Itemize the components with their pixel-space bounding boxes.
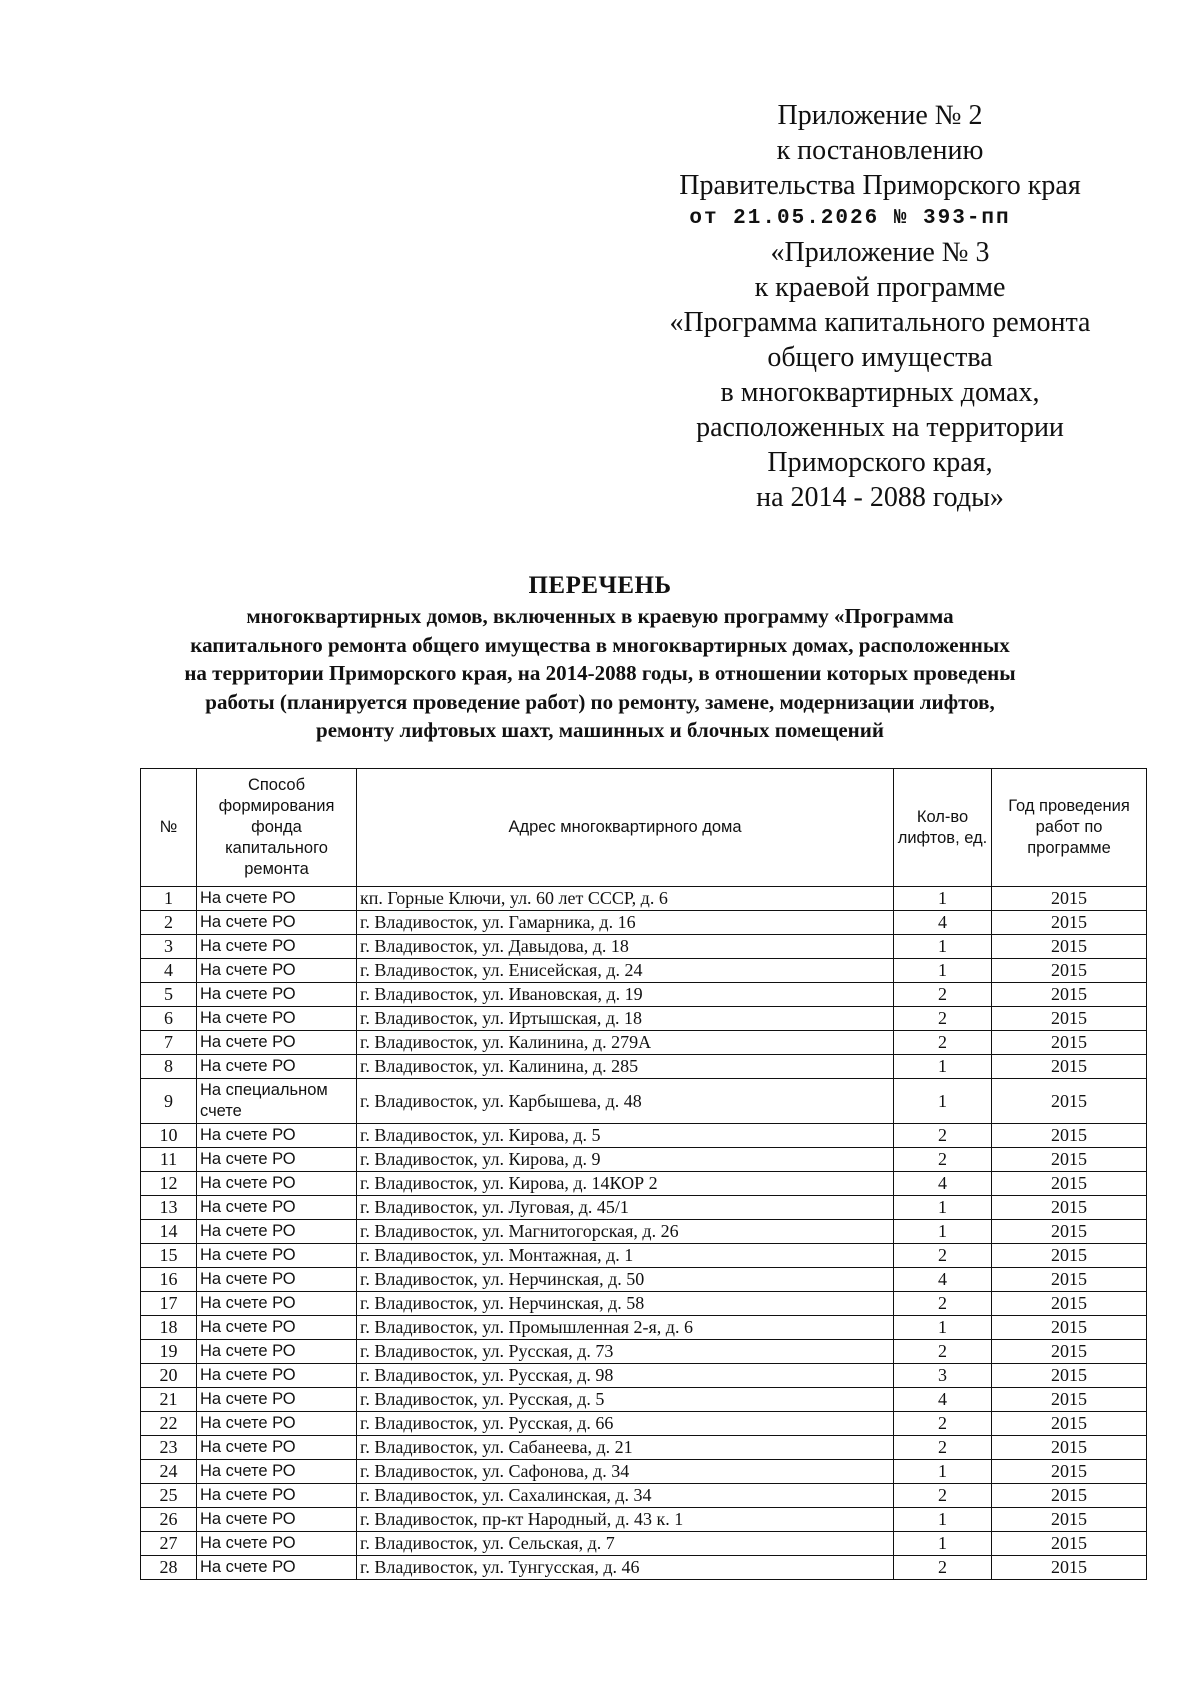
cell-num: 21 (141, 1388, 197, 1412)
table-row (141, 1268, 1147, 1292)
list-title: ПЕРЕЧЕНЬ (528, 572, 672, 599)
cell-method: На счете РО (197, 1292, 357, 1316)
list-subtitle-line: ремонту лифтовых шахт, машинных и блочных помещений (316, 718, 884, 742)
cell-num: 4 (141, 959, 197, 983)
appendix-line: в многоквартирных домах, (720, 377, 1040, 408)
cell-year: 2015 (992, 935, 1147, 959)
cell-lifts: 1 (894, 1055, 992, 1079)
cell-lifts: 2 (894, 1436, 992, 1460)
appendix-line: к краевой программе (754, 272, 1006, 303)
cell-year: 2015 (992, 1532, 1147, 1556)
cell-method: На счете РО (197, 1508, 357, 1532)
cell-num: 8 (141, 1055, 197, 1079)
cell-year: 2015 (992, 1340, 1147, 1364)
cell-lifts: 2 (894, 1556, 992, 1580)
cell-method: На счете РО (197, 1316, 357, 1340)
cell-year: 2015 (992, 1148, 1147, 1172)
cell-year: 2015 (992, 959, 1147, 983)
cell-address: г. Владивосток, ул. Иртышская, д. 18 (357, 1007, 894, 1031)
cell-year: 2015 (992, 1484, 1147, 1508)
cell-year: 2015 (992, 1412, 1147, 1436)
cell-address: г. Владивосток, ул. Карбышева, д. 48 (357, 1079, 894, 1124)
cell-year: 2015 (992, 983, 1147, 1007)
table-row (141, 1220, 1147, 1244)
list-subtitle-line: на территории Приморского края, на 2014-2088 годы, в отношении которых проведены (184, 661, 1016, 685)
cell-lifts: 4 (894, 1268, 992, 1292)
list-subtitle-line: работы (планируется проведение работ) по ремонту, замене, модернизации лифтов, (205, 689, 995, 714)
cell-lifts: 2 (894, 1148, 992, 1172)
cell-address: г. Владивосток, ул. Калинина, д. 279А (357, 1031, 894, 1055)
cell-year: 2015 (992, 887, 1147, 911)
cell-num: 12 (141, 1172, 197, 1196)
table-row (141, 1031, 1147, 1055)
cell-year: 2015 (992, 1124, 1147, 1148)
cell-method: На счете РО (197, 1007, 357, 1031)
table-row (141, 1436, 1147, 1460)
appendix-line: расположенных на территории (696, 412, 1064, 443)
cell-method: На счете РО (197, 1196, 357, 1220)
header-method: Способ формирования фонда капитального ремонта (197, 769, 357, 887)
cell-num: 24 (141, 1460, 197, 1484)
cell-method: На счете РО (197, 1055, 357, 1079)
table-row (141, 1340, 1147, 1364)
table-body (141, 887, 1147, 1580)
cell-year: 2015 (992, 1220, 1147, 1244)
cell-num: 28 (141, 1556, 197, 1580)
cell-year: 2015 (992, 911, 1147, 935)
table-row (141, 1460, 1147, 1484)
cell-num: 16 (141, 1268, 197, 1292)
cell-method: На счете РО (197, 1484, 357, 1508)
cell-method: На специальном счете (197, 1079, 357, 1124)
cell-lifts: 3 (894, 1364, 992, 1388)
cell-address: кп. Горные Ключи, ул. 60 лет СССР, д. 6 (357, 887, 894, 911)
cell-method: На счете РО (197, 887, 357, 911)
cell-year: 2015 (992, 1055, 1147, 1079)
cell-year: 2015 (992, 1292, 1147, 1316)
table-row (141, 1412, 1147, 1436)
cell-address: г. Владивосток, ул. Кирова, д. 9 (357, 1148, 894, 1172)
cell-num: 5 (141, 983, 197, 1007)
cell-lifts: 1 (894, 1196, 992, 1220)
table-row (141, 1148, 1147, 1172)
cell-method: На счете РО (197, 935, 357, 959)
table-row (141, 1532, 1147, 1556)
table-header-row (141, 769, 1147, 887)
table-row (141, 1388, 1147, 1412)
list-title-block (100, 570, 1100, 745)
cell-address: г. Владивосток, ул. Магнитогорская, д. 26 (357, 1220, 894, 1244)
cell-year: 2015 (992, 1007, 1147, 1031)
appendix-line: Правительства Приморского края (679, 170, 1081, 201)
cell-num: 23 (141, 1436, 197, 1460)
cell-year: 2015 (992, 1436, 1147, 1460)
cell-address: г. Владивосток, ул. Сахалинская, д. 34 (357, 1484, 894, 1508)
header-lifts: Кол-во лифтов, ед. (894, 769, 992, 887)
cell-lifts: 1 (894, 1460, 992, 1484)
cell-method: На счете РО (197, 1124, 357, 1148)
resolution-date-number: от 21.05.2026 № 393-пп (689, 207, 1011, 230)
cell-address: г. Владивосток, ул. Гамарника, д. 16 (357, 911, 894, 935)
table-row (141, 1079, 1147, 1124)
cell-address: г. Владивосток, ул. Калинина, д. 285 (357, 1055, 894, 1079)
cell-address: г. Владивосток, ул. Давыдова, д. 18 (357, 935, 894, 959)
cell-method: На счете РО (197, 1244, 357, 1268)
cell-num: 20 (141, 1364, 197, 1388)
table-row (141, 1196, 1147, 1220)
cell-num: 1 (141, 887, 197, 911)
table-row (141, 1124, 1147, 1148)
cell-num: 18 (141, 1316, 197, 1340)
cell-lifts: 1 (894, 959, 992, 983)
cell-method: На счете РО (197, 1364, 357, 1388)
table-row (141, 1508, 1147, 1532)
cell-num: 26 (141, 1508, 197, 1532)
cell-num: 27 (141, 1532, 197, 1556)
cell-method: На счете РО (197, 1031, 357, 1055)
cell-method: На счете РО (197, 983, 357, 1007)
cell-num: 3 (141, 935, 197, 959)
cell-address: г. Владивосток, ул. Енисейская, д. 24 (357, 959, 894, 983)
table-row (141, 1244, 1147, 1268)
cell-year: 2015 (992, 1196, 1147, 1220)
cell-address: г. Владивосток, ул. Промышленная 2-я, д. 6 (357, 1316, 894, 1340)
cell-year: 2015 (992, 1556, 1147, 1580)
cell-method: На счете РО (197, 1412, 357, 1436)
cell-lifts: 1 (894, 935, 992, 959)
cell-method: На счете РО (197, 1172, 357, 1196)
cell-method: На счете РО (197, 1556, 357, 1580)
cell-address: г. Владивосток, ул. Кирова, д. 5 (357, 1124, 894, 1148)
list-subtitle-line: капитального ремонта общего имущества в многоквартирных домах, расположенных (190, 632, 1010, 657)
appendix-line: на 2014 - 2088 годы» (756, 482, 1004, 513)
cell-lifts: 2 (894, 1031, 992, 1055)
cell-num: 17 (141, 1292, 197, 1316)
cell-year: 2015 (992, 1388, 1147, 1412)
cell-address: г. Владивосток, ул. Луговая, д. 45/1 (357, 1196, 894, 1220)
cell-address: г. Владивосток, ул. Русская, д. 98 (357, 1364, 894, 1388)
cell-num: 15 (141, 1244, 197, 1268)
cell-num: 11 (141, 1148, 197, 1172)
appendix-line: Приморского края, (767, 447, 993, 478)
cell-lifts: 4 (894, 1388, 992, 1412)
table-row (141, 911, 1147, 935)
buildings-table (140, 768, 1147, 1580)
cell-address: г. Владивосток, ул. Сельская, д. 7 (357, 1532, 894, 1556)
table-row (141, 935, 1147, 959)
header-num: № (141, 769, 197, 887)
cell-lifts: 1 (894, 1508, 992, 1532)
cell-num: 6 (141, 1007, 197, 1031)
cell-address: г. Владивосток, ул. Кирова, д. 14КОР 2 (357, 1172, 894, 1196)
cell-method: На счете РО (197, 1268, 357, 1292)
cell-lifts: 2 (894, 1244, 992, 1268)
cell-lifts: 4 (894, 1172, 992, 1196)
cell-address: г. Владивосток, пр-кт Народный, д. 43 к. 1 (357, 1508, 894, 1532)
table-row (141, 1007, 1147, 1031)
cell-method: На счете РО (197, 1532, 357, 1556)
cell-method: На счете РО (197, 1388, 357, 1412)
cell-year: 2015 (992, 1031, 1147, 1055)
cell-lifts: 2 (894, 1124, 992, 1148)
cell-address: г. Владивосток, ул. Русская, д. 5 (357, 1388, 894, 1412)
cell-address: г. Владивосток, ул. Сабанеева, д. 21 (357, 1436, 894, 1460)
cell-num: 13 (141, 1196, 197, 1220)
cell-address: г. Владивосток, ул. Монтажная, д. 1 (357, 1244, 894, 1268)
cell-num: 22 (141, 1412, 197, 1436)
cell-year: 2015 (992, 1460, 1147, 1484)
cell-address: г. Владивосток, ул. Русская, д. 66 (357, 1412, 894, 1436)
cell-lifts: 1 (894, 1532, 992, 1556)
cell-method: На счете РО (197, 1220, 357, 1244)
table-row (141, 1055, 1147, 1079)
cell-year: 2015 (992, 1316, 1147, 1340)
appendix-line: «Приложение № 3 (770, 237, 990, 268)
cell-lifts: 2 (894, 1484, 992, 1508)
table-row (141, 1484, 1147, 1508)
cell-address: г. Владивосток, ул. Тунгусская, д. 46 (357, 1556, 894, 1580)
cell-address: г. Владивосток, ул. Нерчинская, д. 58 (357, 1292, 894, 1316)
cell-method: На счете РО (197, 1436, 357, 1460)
cell-year: 2015 (992, 1079, 1147, 1124)
cell-num: 19 (141, 1340, 197, 1364)
cell-address: г. Владивосток, ул. Сафонова, д. 34 (357, 1460, 894, 1484)
cell-lifts: 2 (894, 1412, 992, 1436)
table-row (141, 959, 1147, 983)
cell-lifts: 1 (894, 1079, 992, 1124)
list-subtitle-line: многоквартирных домов, включенных в краевую программу «Программа (246, 604, 954, 628)
table-row (141, 1556, 1147, 1580)
cell-num: 9 (141, 1079, 197, 1124)
cell-method: На счете РО (197, 911, 357, 935)
cell-lifts: 2 (894, 1007, 992, 1031)
cell-lifts: 2 (894, 1292, 992, 1316)
appendix-line: общего имущества (767, 342, 993, 373)
cell-method: На счете РО (197, 1340, 357, 1364)
table-row (141, 1316, 1147, 1340)
cell-method: На счете РО (197, 1460, 357, 1484)
appendix-header (640, 98, 1120, 515)
table-row (141, 887, 1147, 911)
cell-year: 2015 (992, 1508, 1147, 1532)
cell-method: На счете РО (197, 1148, 357, 1172)
appendix-line: к постановлению (776, 135, 984, 166)
cell-lifts: 1 (894, 1316, 992, 1340)
cell-lifts: 1 (894, 887, 992, 911)
cell-lifts: 2 (894, 983, 992, 1007)
cell-year: 2015 (992, 1244, 1147, 1268)
cell-method: На счете РО (197, 959, 357, 983)
cell-year: 2015 (992, 1364, 1147, 1388)
cell-address: г. Владивосток, ул. Русская, д. 73 (357, 1340, 894, 1364)
cell-num: 25 (141, 1484, 197, 1508)
cell-num: 10 (141, 1124, 197, 1148)
header-year: Год проведения работ по программе (992, 769, 1147, 887)
table-row (141, 983, 1147, 1007)
table-row (141, 1292, 1147, 1316)
cell-year: 2015 (992, 1268, 1147, 1292)
cell-num: 2 (141, 911, 197, 935)
cell-lifts: 1 (894, 1220, 992, 1244)
cell-address: г. Владивосток, ул. Нерчинская, д. 50 (357, 1268, 894, 1292)
cell-lifts: 4 (894, 911, 992, 935)
appendix-line: «Программа капитального ремонта (669, 307, 1091, 338)
cell-address: г. Владивосток, ул. Ивановская, д. 19 (357, 983, 894, 1007)
cell-year: 2015 (992, 1172, 1147, 1196)
cell-num: 7 (141, 1031, 197, 1055)
table-row (141, 1364, 1147, 1388)
cell-num: 14 (141, 1220, 197, 1244)
cell-lifts: 2 (894, 1340, 992, 1364)
table-row (141, 1172, 1147, 1196)
appendix-line: Приложение № 2 (777, 100, 983, 131)
header-address: Адрес многоквартирного дома (357, 769, 894, 887)
